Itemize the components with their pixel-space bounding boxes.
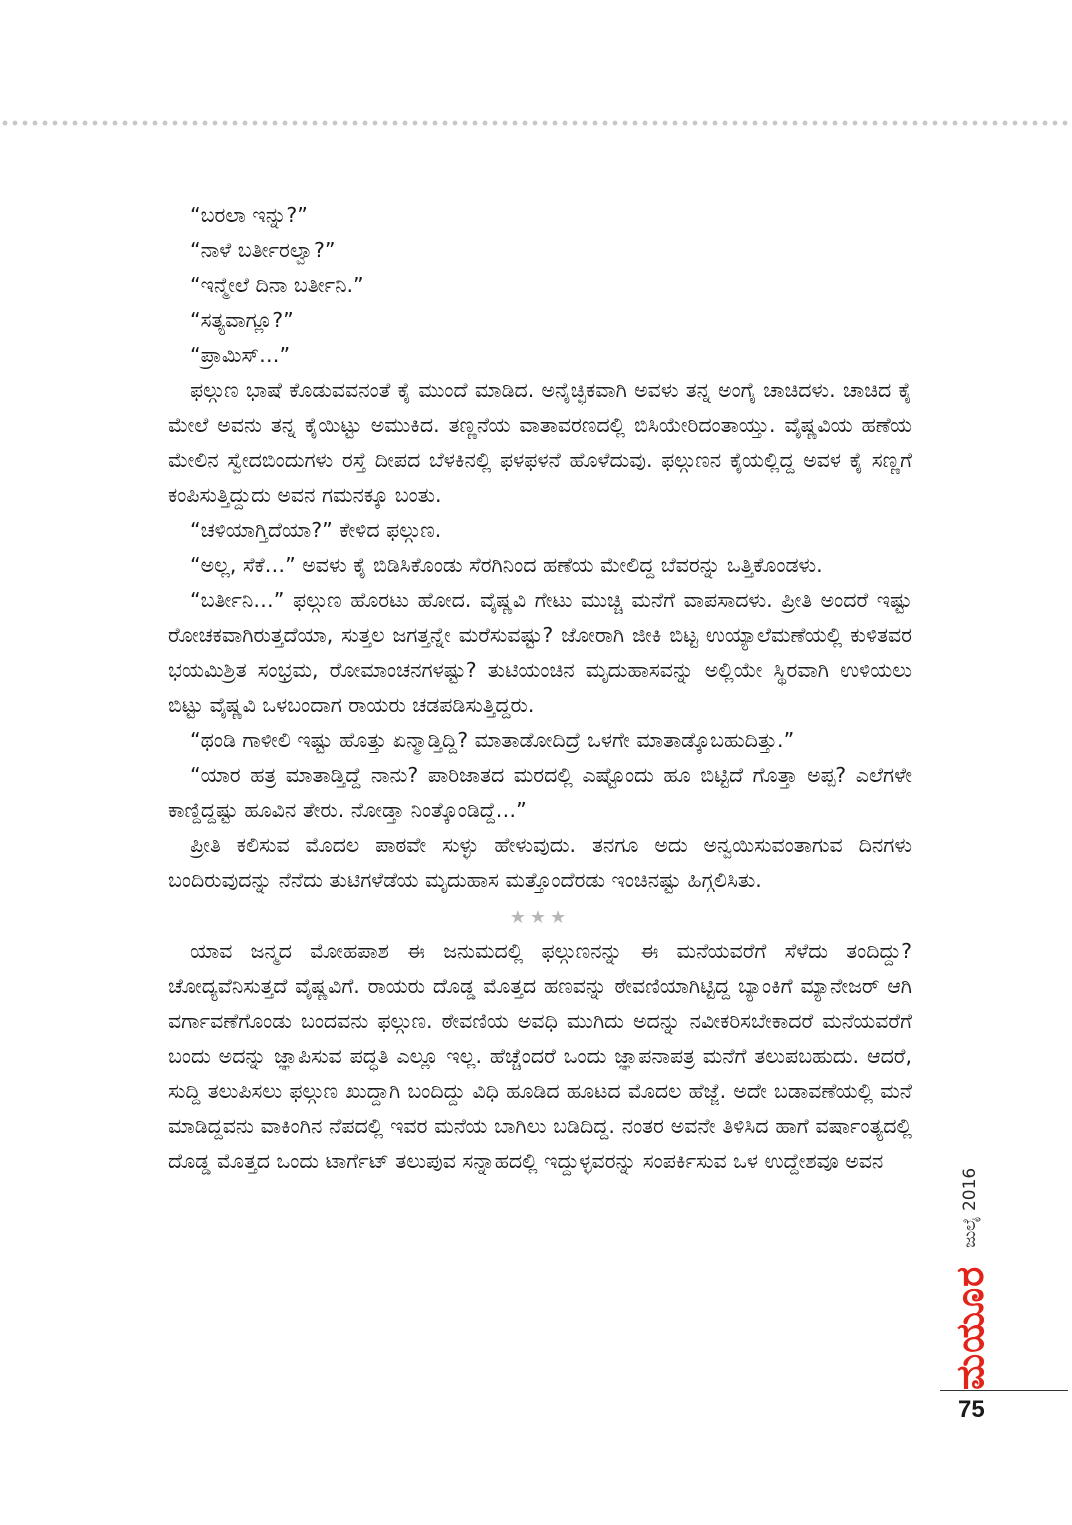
dialogue-line: “ಪ್ರಾಮಿಸ್…” — [190, 343, 291, 367]
paragraph: “ಬರ್ತೀನಿ…” ಫಲ್ಗುಣ ಹೊರಟು ಹೋದ. ವೈಷ್ಣವಿ ಗೇಟು ಮುಚ್ಚಿ ಮನೆಗೆ ವಾಪಸಾದಳು. ಪ್ರೀತಿ ಅಂದರೆ ಇಷ್ಟು ರೋಚಕವಾಗಿರುತ್ತದೆಯಾ, ಸುತ್ತಲ ಜಗತ್ತನ್ನೇ ಮರೆಸುವಷ್ಟು? ಜೋರಾಗಿ ಜೀಕಿ ಬಿಟ್ಟ ಉಯ್ಯಾಲೆಮಣೆಯಲ್ಲಿ ಕುಳಿತವರ ಭಯಮಿಶ್ರಿತ ಸಂಭ್ರಮ, ರೋಮಾಂಚನಗಳಷ್ಟು? ತುಟಿಯಂಚಿನ ಮೃದುಹಾಸವನ್ನು ಅಲ್ಲಿಯೇ ಸ್ಥಿರವಾಗಿ ಉಳಿಯಲು ಬಿಟ್ಟು ವೈಷ್ಣವಿ ಒಳಬಂದಾಗ ರಾಯರು ಚಡಪಡಿಸುತ್ತಿದ್ದರು. — [168, 588, 912, 717]
paragraph: “ಚಳಿಯಾಗ್ತಿದೆಯಾ?” ಕೇಳಿದ ಫಲ್ಗುಣ. — [190, 518, 442, 542]
paragraph: ಫಲ್ಗುಣ ಭಾಷೆ ಕೊಡುವವನಂತೆ ಕೈ ಮುಂದೆ ಮಾಡಿದ. ಅನೈಚ್ಛಿಕವಾಗಿ ಅವಳು ತನ್ನ ಅಂಗೈ ಚಾಚಿದಳು. ಚಾಚಿದ ಕೈ ಮೇಲೆ ಅವನು ತನ್ನ ಕೈಯಿಟ್ಟು ಅಮುಕಿದ. ತಣ್ಣನೆಯ ವಾತಾವರಣದಲ್ಲಿ ಬಿಸಿಯೇರಿದಂತಾಯ್ತು. ವೈಷ್ಣವಿಯ ಹಣೆಯ ಮೇಲಿನ ಸ್ವೇದಬಿಂದುಗಳು ರಸ್ತೆ ದೀಪದ ಬೆಳಕಿನಲ್ಲಿ ಫಳಫಳನೆ ಹೊಳೆದುವು. ಫಲ್ಗುಣನ ಕೈಯಲ್ಲಿದ್ದ ಅವಳ ಕೈ ಸಣ್ಣಗೆ ಕಂಪಿಸುತ್ತಿದ್ದುದು ಅವನ ಗಮನಕ್ಕೂ ಬಂತು. — [168, 378, 912, 507]
paragraph: ಪ್ರೀತಿ ಕಲಿಸುವ ಮೊದಲ ಪಾಠವೇ ಸುಳ್ಳು ಹೇಳುವುದು. ತನಗೂ ಅದು ಅನ್ವಯಿಸುವಂತಾಗುವ ದಿನಗಳು ಬಂದಿರುವುದನ್ನು ನೆನೆದು ತುಟಿಗಳೆಡೆಯ ಮೃದುಹಾಸ ಮತ್ತೊಂದೆರಡು ಇಂಚಿನಷ್ಟು ಹಿಗ್ಗಲಿಸಿತು. — [168, 833, 912, 892]
dialogue-line: “ನಾಳೆ ಬರ್ತೀರಲ್ವಾ?” — [190, 238, 336, 262]
magazine-logo: ಮಯೂರ — [947, 1265, 992, 1390]
dialogue-line: “ಇನ್ಮೇಲೆ ದಿನಾ ಬರ್ತೀನಿ.” — [190, 273, 364, 297]
page-number-rule — [940, 1390, 1068, 1391]
paragraph: ಯಾವ ಜನ್ಮದ ಮೋಹಪಾಶ ಈ ಜನುಮದಲ್ಲಿ ಫಲ್ಗುಣನನ್ನು ಈ ಮನೆಯವರೆಗೆ ಸೆಳೆದು ತಂದಿದ್ದು? ಚೋದ್ಯವೆನಿಸುತ್ತದೆ ವೈಷ್ಣವಿಗೆ. ರಾಯರು ದೊಡ್ಡ ಮೊತ್ತದ ಹಣವನ್ನು ಠೇವಣಿಯಾಗಿಟ್ಟಿದ್ದ ಬ್ಯಾಂಕಿಗೆ ಮ್ಯಾನೇಜರ್ ಆಗಿ ವರ್ಗಾವಣೆಗೊಂಡು ಬಂದವನು ಫಲ್ಗುಣ. ಠೇವಣಿಯ ಅವಧಿ ಮುಗಿದು ಅದನ್ನು ನವೀಕರಿಸಬೇಕಾದರೆ ಮನೆಯವರೆಗೆ ಬಂದು ಅದನ್ನು ಜ್ಞಾಪಿಸುವ ಪದ್ಧತಿ ಎಲ್ಲೂ ಇಲ್ಲ. ಹೆಚ್ಚೆಂದರೆ ಒಂದು ಜ್ಞಾಪನಾಪತ್ರ ಮನೆಗೆ ತಲುಪಬಹುದು. ಆದರೆ, ಸುದ್ದಿ ತಲುಪಿಸಲು ಫಲ್ಗುಣ ಖುದ್ದಾಗಿ ಬಂದಿದ್ದು ವಿಧಿ ಹೂಡಿದ ಹೂಟದ ಮೊದಲ ಹೆಜ್ಜೆ. ಅದೇ ಬಡಾವಣೆಯಲ್ಲಿ ಮನೆ ಮಾಡಿದ್ದವನು ವಾಕಿಂಗಿನ ನೆಪದಲ್ಲಿ ಇವರ ಮನೆಯ ಬಾಗಿಲು ಬಡಿದಿದ್ದ. ನಂತರ ಅವನೇ ತಿಳಿಸಿದ ಹಾಗೆ ವರ್ಷಾಂತ್ಯದಲ್ಲಿ ದೊಡ್ಡ ಮೊತ್ತದ ಒಂದು ಟಾರ್ಗೆಟ್ ತಲುಪುವ ಸನ್ನಾಹದಲ್ಲಿ ಇದ್ದುಳ್ಳವರನ್ನು ಸಂಪರ್ಕಿಸುವ ಒಳ ಉದ್ದೇಶವೂ ಅವನ — [168, 939, 912, 1173]
article-body — [168, 198, 912, 1179]
dialogue-line: “ಬರಲಾ ಇನ್ನು?” — [190, 203, 308, 227]
magazine-sidebar — [940, 1110, 1000, 1390]
page-number: 75 — [958, 1396, 985, 1423]
sidebar-rotated — [940, 1110, 1000, 1390]
paragraph: “ಯಾರ ಹತ್ರ ಮಾತಾಡ್ತಿದ್ದೆ ನಾನು? ಪಾರಿಜಾತದ ಮರದಲ್ಲಿ ಎಷ್ಟೊಂದು ಹೂ ಬಿಟ್ಟಿದೆ ಗೊತ್ತಾ ಅಪ್ಪ? ಎಲೆಗಳೇ ಕಾಣ್ದಿದ್ದಷ್ಟು ಹೂವಿನ ತೇರು. ನೋಡ್ತಾ ನಿಂತ್ಕೊಂಡಿದ್ದೆ…” — [168, 763, 912, 822]
paragraph: “ಥಂಡಿ ಗಾಳೀಲಿ ಇಷ್ಟು ಹೊತ್ತು ಏನ್ಮಾಡ್ತಿದ್ದಿ? ಮಾತಾಡೋದಿದ್ರೆ ಒಳಗೇ ಮಾತಾಡ್ಕೊಬಹುದಿತ್ತು.” — [190, 728, 795, 752]
top-dotted-rule — [0, 120, 1072, 126]
dialogue-line: “ಸತ್ಯವಾಗ್ಲೂ?” — [190, 308, 294, 332]
issue-date: ಜುಲೈ 2016 — [960, 1167, 980, 1248]
section-separator: ★★★ — [509, 907, 571, 928]
paragraph: “ಅಲ್ಲ, ಸೆಕೆ…” ಅವಳು ಕೈ ಬಿಡಿಸಿಕೊಂಡು ಸೆರಗಿನಿಂದ ಹಣೆಯ ಮೇಲಿದ್ದ ಬೆವರನ್ನು ಒತ್ತಿಕೊಂಡಳು. — [190, 553, 823, 577]
